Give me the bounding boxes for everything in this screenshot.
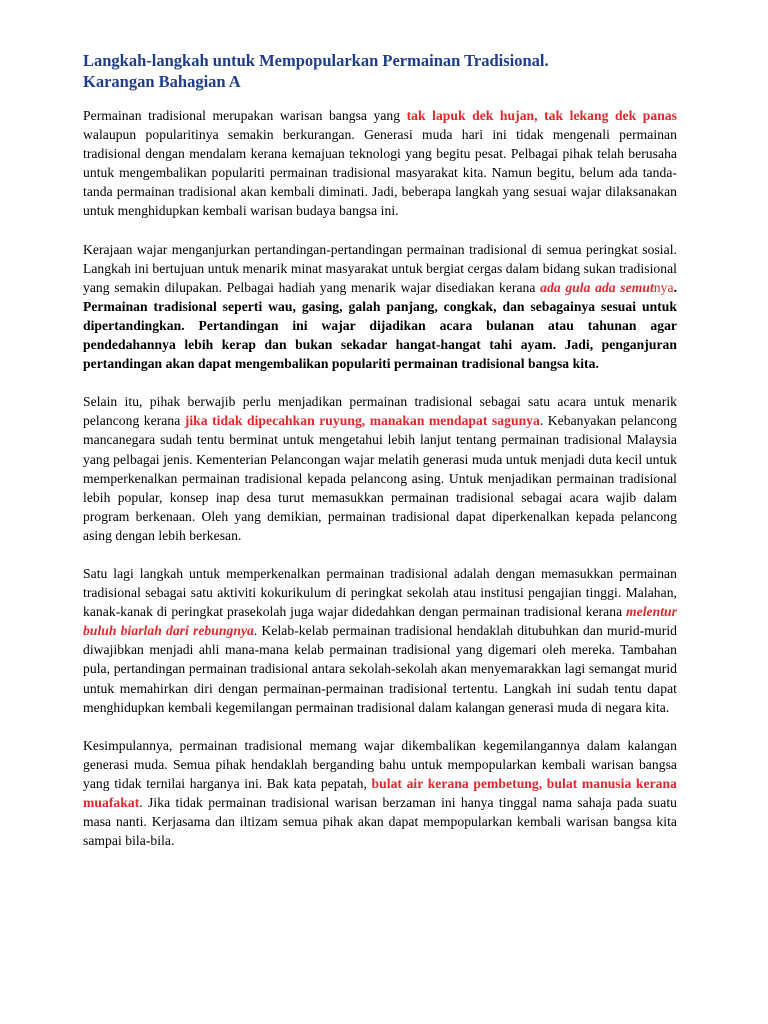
idiom-highlight: ada gula ada semut [540, 279, 654, 295]
paragraph-text: . Kebanyakan pelancong mancanegara sudah tentu berminat untuk mengetahui lebih lanjut tentang permainan tradisional Malaysia yang pelbagai jenis. Kementerian Pelancongan wajar melatih generasi muda untuk menjadi duta kecil untuk memperkenalkan permainan tradisional kepada pelancong asing. Untuk menjadikan permainan tradisional lebih popular, konsep inap desa turut memasukkan permainan tradisional sebagai acara wajib dalam program berkenaan. Oleh yang demikian, permainan tradisional dapat diperkenalkan kepada pelancong asing dengan lebih berkesan. [83, 413, 677, 543]
paragraph-point-1 [83, 240, 677, 374]
document-subtitle: Karangan Bahagian A [83, 72, 241, 91]
paragraph-text: Selain itu, pihak berwajib perlu menjadikan permainan tradisional sebagai satu acara untuk menarik pelancong kerana [83, 394, 677, 429]
paragraph-text: . Jika tidak permainan tradisional warisan berzaman ini hanya tinggal nama sahaja pada suatu masa nanti. Kerjasama dan iltizam semua pihak akan dapat mempopularkan kembali warisan bangsa kita sampai bila-bila. [83, 795, 677, 849]
paragraph-text: Permainan tradisional merupakan warisan bangsa yang [83, 108, 407, 123]
paragraph-intro [83, 106, 677, 221]
idiom-suffix: nya [653, 279, 674, 295]
idiom-highlight: melentur buluh biarlah dari rebungnya [83, 604, 677, 639]
idiom-highlight: bulat air kerana pembetung, bulat manusia kerana muafakat [83, 775, 677, 810]
idiom-highlight: tak lapuk dek hujan, tak lekang dek panas [406, 108, 677, 123]
idiom-highlight: jika tidak dipecahkan ruyung, manakan mendapat sagunya [184, 413, 540, 429]
paragraph-text: Kesimpulannya, permainan tradisional memang wajar dikembalikan kegemilangannya dalam kalangan generasi muda. Semua pihak hendaklah berganding bahu untuk mempopularkan kembali warisan bangsa yang tidak ternilai harganya ini. Bak kata pepatah, [83, 737, 677, 791]
paragraph-bold-text: . Permainan tradisional seperti wau, gasing, galah panjang, congkak, dan sebagainya sesuai untuk dipertandingkan. Pertandingan ini wajar dijadikan acara bulanan atau tahunan agar pendedahannya lebih kerap dan bukan sekadar hangat-hangat tahi ayam. Jadi, penganjuran pertandingan akan dapat mengembalikan populariti permainan tradisional bangsa kita. [83, 279, 678, 372]
paragraph-point-3 [83, 564, 677, 717]
paragraph-text: . Kelab-kelab permainan tradisional hendaklah ditubuhkan dan murid-murid diwajibkan menjadi ahli mana-mana kelab permainan tradisional yang digemari oleh mereka. Tambahan pula, pertandingan permainan tradisional antara sekolah-sekolah akan menyemarakkan lagi semangat murid untuk memahirkan diri dengan permainan-permainan tradisional tertentu. Langkah ini sudah tentu dapat menghidupkan kembali kegemilangan permainan tradisional dalam kalangan generasi muda di negara kita. [83, 623, 677, 715]
paragraph-text: walaupun popularitinya semakin berkurangan. Generasi muda hari ini tidak mengenali permainan tradisional dengan mendalam kerana kemajuan teknologi yang begitu pesat. Pelbagai pihak telah berusaha untuk mengembalikan populariti permainan tradisional masyarakat kita. Namun begitu, belum ada tanda-tanda permainan tradisional akan kembali diminati. Jadi, beberapa langkah yang sesuai wajar dilaksanakan untuk menghidupkan kembali warisan budaya bangsa ini. [83, 127, 677, 219]
paragraph-conclusion [83, 736, 677, 851]
paragraph-point-2 [83, 392, 677, 545]
document-title: Langkah-langkah untuk Mempopularkan Permainan Tradisional. [83, 51, 549, 70]
document-page [83, 50, 677, 869]
paragraph-text: Satu lagi langkah untuk memperkenalkan permainan tradisional adalah dengan memasukkan permainan tradisional sebagai satu aktiviti kokurikulum di peringkat sekolah atau institusi pengajian tinggi. Malahan, kanak-kanak di peringkat prasekolah juga wajar didedahkan dengan permainan tradisional kerana [83, 565, 677, 620]
paragraph-text: Kerajaan wajar menganjurkan pertandingan-pertandingan permainan tradisional di semua peringkat sosial. Langkah ini bertujuan untuk menarik minat masyarakat untuk bergiat cergas dalam bidang sukan tradisional yang semakin dilupakan. Pelbagai hadiah yang menarik wajar disediakan kerana [83, 241, 677, 295]
